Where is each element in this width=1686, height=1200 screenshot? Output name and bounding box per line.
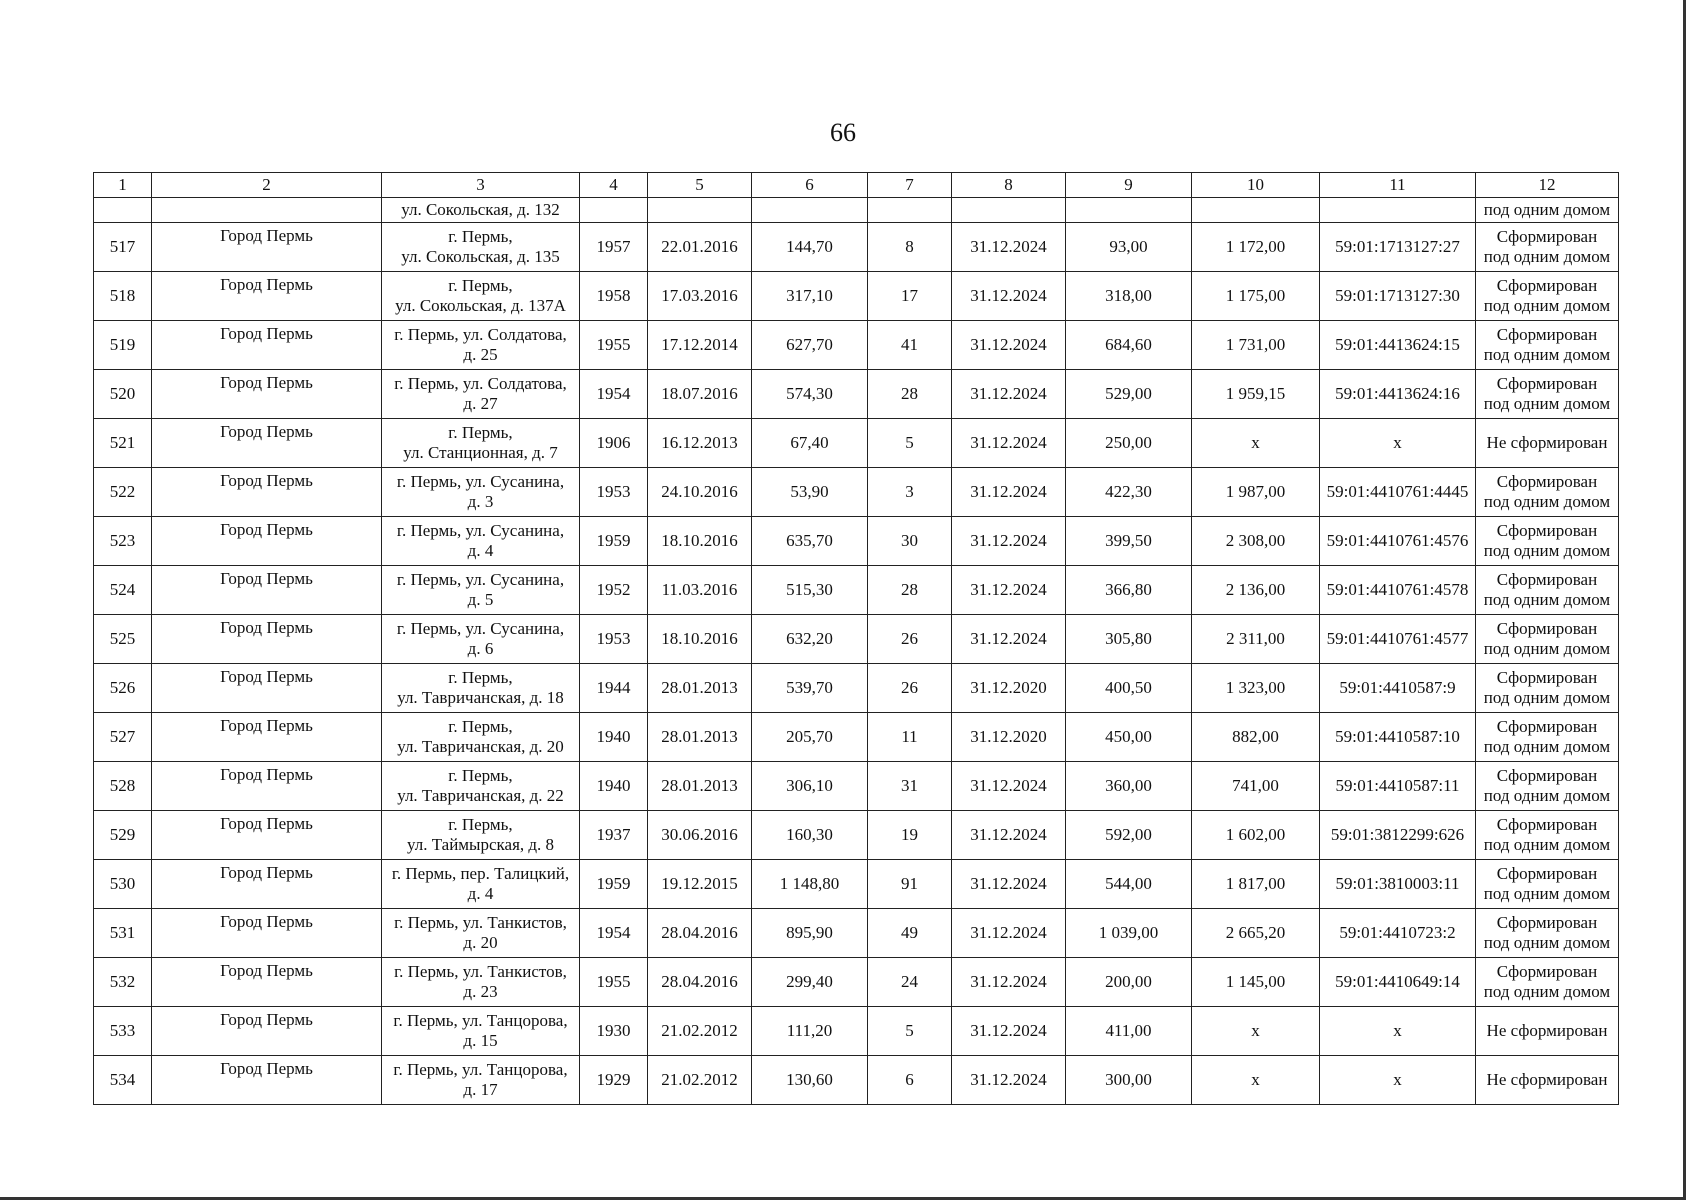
date-cell: 21.02.2012: [648, 1056, 752, 1105]
row-number: 527: [94, 713, 152, 762]
table-row: [94, 615, 1619, 664]
column-header: 5: [648, 173, 752, 198]
table-row: [94, 272, 1619, 321]
status-cell: Сформирован под одним домом: [1476, 811, 1619, 860]
address-cell: г. Пермь, ул. Танкистов, д. 20: [382, 909, 580, 958]
area2-cell: 422,30: [1066, 468, 1192, 517]
continuation-address: ул. Сокольская, д. 132: [382, 198, 580, 223]
residents-cell: 91: [868, 860, 952, 909]
municipality-cell: Город Пермь: [152, 272, 382, 321]
residents-cell: 3: [868, 468, 952, 517]
column-header: 9: [1066, 173, 1192, 198]
area-cell: 144,70: [752, 223, 868, 272]
land-area-cell: 1 731,00: [1192, 321, 1320, 370]
deadline-cell: 31.12.2024: [952, 615, 1066, 664]
cadastral-number-cell: х: [1320, 419, 1476, 468]
land-area-cell: 741,00: [1192, 762, 1320, 811]
column-header: 12: [1476, 173, 1619, 198]
cadastral-number-cell: 59:01:4413624:15: [1320, 321, 1476, 370]
row-number: 534: [94, 1056, 152, 1105]
column-header: 11: [1320, 173, 1476, 198]
area-cell: 632,20: [752, 615, 868, 664]
municipality-cell: Город Пермь: [152, 664, 382, 713]
municipality-cell: Город Пермь: [152, 468, 382, 517]
cadastral-number-cell: 59:01:1713127:27: [1320, 223, 1476, 272]
table-row: [94, 566, 1619, 615]
table-row: [94, 811, 1619, 860]
area-cell: 635,70: [752, 517, 868, 566]
column-header: 2: [152, 173, 382, 198]
year-cell: 1954: [580, 370, 648, 419]
residents-cell: 26: [868, 664, 952, 713]
deadline-cell: 31.12.2024: [952, 1007, 1066, 1056]
land-area-cell: х: [1192, 419, 1320, 468]
year-cell: 1955: [580, 958, 648, 1007]
date-cell: 24.10.2016: [648, 468, 752, 517]
land-area-cell: 882,00: [1192, 713, 1320, 762]
residents-cell: 49: [868, 909, 952, 958]
row-number: 522: [94, 468, 152, 517]
deadline-cell: 31.12.2024: [952, 909, 1066, 958]
municipality-cell: Город Пермь: [152, 517, 382, 566]
status-cell: Сформирован под одним домом: [1476, 272, 1619, 321]
address-cell: г. Пермь, ул. Таймырская, д. 8: [382, 811, 580, 860]
year-cell: 1955: [580, 321, 648, 370]
table-row: [94, 713, 1619, 762]
row-number: 526: [94, 664, 152, 713]
cadastral-number-cell: 59:01:4410761:4577: [1320, 615, 1476, 664]
year-cell: 1940: [580, 713, 648, 762]
continuation-status: под одним домом: [1476, 198, 1619, 223]
area-cell: 306,10: [752, 762, 868, 811]
residents-cell: 17: [868, 272, 952, 321]
table-row: [94, 909, 1619, 958]
year-cell: 1906: [580, 419, 648, 468]
table-row: [94, 958, 1619, 1007]
table-row: [94, 517, 1619, 566]
address-cell: г. Пермь, ул. Сокольская, д. 137А: [382, 272, 580, 321]
area2-cell: 411,00: [1066, 1007, 1192, 1056]
address-cell: г. Пермь, ул. Сусанина, д. 4: [382, 517, 580, 566]
date-cell: 28.01.2013: [648, 762, 752, 811]
residents-cell: 11: [868, 713, 952, 762]
cadastral-number-cell: 59:01:4410587:10: [1320, 713, 1476, 762]
cadastral-number-cell: х: [1320, 1056, 1476, 1105]
area-cell: 299,40: [752, 958, 868, 1007]
land-area-cell: 1 172,00: [1192, 223, 1320, 272]
status-cell: Сформирован под одним домом: [1476, 468, 1619, 517]
area-cell: 515,30: [752, 566, 868, 615]
cadastral-number-cell: х: [1320, 1007, 1476, 1056]
date-cell: 30.06.2016: [648, 811, 752, 860]
date-cell: 28.01.2013: [648, 713, 752, 762]
area2-cell: 684,60: [1066, 321, 1192, 370]
deadline-cell: 31.12.2024: [952, 370, 1066, 419]
deadline-cell: 31.12.2024: [952, 223, 1066, 272]
land-area-cell: 1 987,00: [1192, 468, 1320, 517]
date-cell: 18.10.2016: [648, 517, 752, 566]
table-row: [94, 860, 1619, 909]
area2-cell: 450,00: [1066, 713, 1192, 762]
area-cell: 160,30: [752, 811, 868, 860]
area-cell: 317,10: [752, 272, 868, 321]
address-cell: г. Пермь, ул. Тавричанская, д. 20: [382, 713, 580, 762]
deadline-cell: 31.12.2020: [952, 664, 1066, 713]
area2-cell: 200,00: [1066, 958, 1192, 1007]
row-number: 529: [94, 811, 152, 860]
table-row: [94, 468, 1619, 517]
area-cell: 130,60: [752, 1056, 868, 1105]
municipality-cell: Город Пермь: [152, 223, 382, 272]
address-cell: г. Пермь, ул. Сокольская, д. 135: [382, 223, 580, 272]
land-area-cell: 1 323,00: [1192, 664, 1320, 713]
residents-cell: 41: [868, 321, 952, 370]
table-row: [94, 762, 1619, 811]
row-number: 520: [94, 370, 152, 419]
area2-cell: 1 039,00: [1066, 909, 1192, 958]
year-cell: 1953: [580, 468, 648, 517]
year-cell: 1954: [580, 909, 648, 958]
land-area-cell: 2 136,00: [1192, 566, 1320, 615]
deadline-cell: 31.12.2020: [952, 713, 1066, 762]
column-number-row: [94, 173, 1619, 198]
table-row: [94, 1056, 1619, 1105]
municipality-cell: Город Пермь: [152, 321, 382, 370]
cadastral-number-cell: 59:01:3812299:626: [1320, 811, 1476, 860]
address-cell: г. Пермь, ул. Станционная, д. 7: [382, 419, 580, 468]
residents-cell: 30: [868, 517, 952, 566]
row-number: 521: [94, 419, 152, 468]
municipality-cell: Город Пермь: [152, 860, 382, 909]
row-number: 532: [94, 958, 152, 1007]
status-cell: Не сформирован: [1476, 1007, 1619, 1056]
municipality-cell: Город Пермь: [152, 419, 382, 468]
column-header: 7: [868, 173, 952, 198]
year-cell: 1959: [580, 860, 648, 909]
area-cell: 205,70: [752, 713, 868, 762]
table-row: [94, 223, 1619, 272]
area2-cell: 529,00: [1066, 370, 1192, 419]
residents-cell: 26: [868, 615, 952, 664]
deadline-cell: 31.12.2024: [952, 958, 1066, 1007]
address-cell: г. Пермь, ул. Тавричанская, д. 22: [382, 762, 580, 811]
area2-cell: 360,00: [1066, 762, 1192, 811]
cadastral-number-cell: 59:01:4410587:9: [1320, 664, 1476, 713]
housing-table: [93, 172, 1619, 1105]
row-number: 531: [94, 909, 152, 958]
row-number: 519: [94, 321, 152, 370]
status-cell: Сформирован под одним домом: [1476, 321, 1619, 370]
cadastral-number-cell: 59:01:4410761:4445: [1320, 468, 1476, 517]
cadastral-number-cell: 59:01:1713127:30: [1320, 272, 1476, 321]
land-area-cell: 2 311,00: [1192, 615, 1320, 664]
year-cell: 1944: [580, 664, 648, 713]
date-cell: 16.12.2013: [648, 419, 752, 468]
area-cell: 111,20: [752, 1007, 868, 1056]
municipality-cell: Город Пермь: [152, 615, 382, 664]
land-area-cell: 1 602,00: [1192, 811, 1320, 860]
area-cell: 627,70: [752, 321, 868, 370]
column-header: 6: [752, 173, 868, 198]
column-header: 1: [94, 173, 152, 198]
year-cell: 1958: [580, 272, 648, 321]
deadline-cell: 31.12.2024: [952, 811, 1066, 860]
deadline-cell: 31.12.2024: [952, 566, 1066, 615]
status-cell: Сформирован под одним домом: [1476, 223, 1619, 272]
row-number: 528: [94, 762, 152, 811]
area2-cell: 400,50: [1066, 664, 1192, 713]
land-area-cell: 1 145,00: [1192, 958, 1320, 1007]
column-header: 3: [382, 173, 580, 198]
table-row: [94, 370, 1619, 419]
cadastral-number-cell: 59:01:4410761:4578: [1320, 566, 1476, 615]
area-cell: 574,30: [752, 370, 868, 419]
status-cell: Сформирован под одним домом: [1476, 860, 1619, 909]
table-row: [94, 1007, 1619, 1056]
land-area-cell: х: [1192, 1007, 1320, 1056]
date-cell: 22.01.2016: [648, 223, 752, 272]
date-cell: 21.02.2012: [648, 1007, 752, 1056]
land-area-cell: 2 308,00: [1192, 517, 1320, 566]
area2-cell: 544,00: [1066, 860, 1192, 909]
deadline-cell: 31.12.2024: [952, 860, 1066, 909]
address-cell: г. Пермь, ул. Солдатова, д. 25: [382, 321, 580, 370]
cadastral-number-cell: 59:01:4410723:2: [1320, 909, 1476, 958]
status-cell: Сформирован под одним домом: [1476, 909, 1619, 958]
year-cell: 1929: [580, 1056, 648, 1105]
row-number: 530: [94, 860, 152, 909]
cadastral-number-cell: 59:01:4413624:16: [1320, 370, 1476, 419]
status-cell: Сформирован под одним домом: [1476, 517, 1619, 566]
row-number: 524: [94, 566, 152, 615]
area-cell: 1 148,80: [752, 860, 868, 909]
municipality-cell: Город Пермь: [152, 713, 382, 762]
year-cell: 1937: [580, 811, 648, 860]
continuation-row: [94, 198, 1619, 223]
date-cell: 11.03.2016: [648, 566, 752, 615]
row-number: 525: [94, 615, 152, 664]
column-header: 10: [1192, 173, 1320, 198]
status-cell: Сформирован под одним домом: [1476, 566, 1619, 615]
land-area-cell: 1 817,00: [1192, 860, 1320, 909]
status-cell: Сформирован под одним домом: [1476, 958, 1619, 1007]
municipality-cell: Город Пермь: [152, 1007, 382, 1056]
municipality-cell: Город Пермь: [152, 909, 382, 958]
table-row: [94, 321, 1619, 370]
status-cell: Сформирован под одним домом: [1476, 370, 1619, 419]
table-body: [94, 173, 1619, 1105]
cadastral-number-cell: 59:01:3810003:11: [1320, 860, 1476, 909]
status-cell: Сформирован под одним домом: [1476, 762, 1619, 811]
area-cell: 67,40: [752, 419, 868, 468]
address-cell: г. Пермь, пер. Талицкий, д. 4: [382, 860, 580, 909]
cadastral-number-cell: 59:01:4410649:14: [1320, 958, 1476, 1007]
area-cell: 539,70: [752, 664, 868, 713]
land-area-cell: 1 959,15: [1192, 370, 1320, 419]
municipality-cell: Город Пермь: [152, 811, 382, 860]
date-cell: 19.12.2015: [648, 860, 752, 909]
deadline-cell: 31.12.2024: [952, 1056, 1066, 1105]
area2-cell: 305,80: [1066, 615, 1192, 664]
cadastral-number-cell: 59:01:4410761:4576: [1320, 517, 1476, 566]
land-area-cell: 2 665,20: [1192, 909, 1320, 958]
table-row: [94, 419, 1619, 468]
year-cell: 1959: [580, 517, 648, 566]
page-number: 66: [830, 118, 856, 147]
area2-cell: 592,00: [1066, 811, 1192, 860]
deadline-cell: 31.12.2024: [952, 762, 1066, 811]
area2-cell: 250,00: [1066, 419, 1192, 468]
column-header: 4: [580, 173, 648, 198]
status-cell: Не сформирован: [1476, 419, 1619, 468]
row-number: 523: [94, 517, 152, 566]
year-cell: 1952: [580, 566, 648, 615]
date-cell: 28.01.2013: [648, 664, 752, 713]
date-cell: 17.03.2016: [648, 272, 752, 321]
land-area-cell: 1 175,00: [1192, 272, 1320, 321]
year-cell: 1940: [580, 762, 648, 811]
deadline-cell: 31.12.2024: [952, 517, 1066, 566]
municipality-cell: Город Пермь: [152, 370, 382, 419]
area2-cell: 300,00: [1066, 1056, 1192, 1105]
area2-cell: 366,80: [1066, 566, 1192, 615]
area2-cell: 93,00: [1066, 223, 1192, 272]
residents-cell: 5: [868, 1007, 952, 1056]
status-cell: Сформирован под одним домом: [1476, 713, 1619, 762]
residents-cell: 5: [868, 419, 952, 468]
municipality-cell: Город Пермь: [152, 958, 382, 1007]
deadline-cell: 31.12.2024: [952, 419, 1066, 468]
address-cell: г. Пермь, ул. Танкистов, д. 23: [382, 958, 580, 1007]
row-number: 518: [94, 272, 152, 321]
status-cell: Сформирован под одним домом: [1476, 615, 1619, 664]
area-cell: 895,90: [752, 909, 868, 958]
cadastral-number-cell: 59:01:4410587:11: [1320, 762, 1476, 811]
municipality-cell: Город Пермь: [152, 566, 382, 615]
residents-cell: 28: [868, 566, 952, 615]
date-cell: 18.07.2016: [648, 370, 752, 419]
residents-cell: 24: [868, 958, 952, 1007]
table-row: [94, 664, 1619, 713]
area2-cell: 399,50: [1066, 517, 1192, 566]
residents-cell: 31: [868, 762, 952, 811]
residents-cell: 19: [868, 811, 952, 860]
address-cell: г. Пермь, ул. Танцорова, д. 15: [382, 1007, 580, 1056]
land-area-cell: х: [1192, 1056, 1320, 1105]
residents-cell: 28: [868, 370, 952, 419]
area-cell: 53,90: [752, 468, 868, 517]
deadline-cell: 31.12.2024: [952, 272, 1066, 321]
row-number: 533: [94, 1007, 152, 1056]
address-cell: г. Пермь, ул. Сусанина, д. 6: [382, 615, 580, 664]
address-cell: г. Пермь, ул. Тавричанская, д. 18: [382, 664, 580, 713]
status-cell: Сформирован под одним домом: [1476, 664, 1619, 713]
date-cell: 17.12.2014: [648, 321, 752, 370]
address-cell: г. Пермь, ул. Танцорова, д. 17: [382, 1056, 580, 1105]
date-cell: 28.04.2016: [648, 909, 752, 958]
address-cell: г. Пермь, ул. Солдатова, д. 27: [382, 370, 580, 419]
year-cell: 1930: [580, 1007, 648, 1056]
municipality-cell: Город Пермь: [152, 1056, 382, 1105]
municipality-cell: Город Пермь: [152, 762, 382, 811]
address-cell: г. Пермь, ул. Сусанина, д. 5: [382, 566, 580, 615]
row-number: 517: [94, 223, 152, 272]
address-cell: г. Пермь, ул. Сусанина, д. 3: [382, 468, 580, 517]
residents-cell: 6: [868, 1056, 952, 1105]
residents-cell: 8: [868, 223, 952, 272]
status-cell: Не сформирован: [1476, 1056, 1619, 1105]
date-cell: 18.10.2016: [648, 615, 752, 664]
deadline-cell: 31.12.2024: [952, 321, 1066, 370]
deadline-cell: 31.12.2024: [952, 468, 1066, 517]
year-cell: 1957: [580, 223, 648, 272]
year-cell: 1953: [580, 615, 648, 664]
date-cell: 28.04.2016: [648, 958, 752, 1007]
column-header: 8: [952, 173, 1066, 198]
area2-cell: 318,00: [1066, 272, 1192, 321]
